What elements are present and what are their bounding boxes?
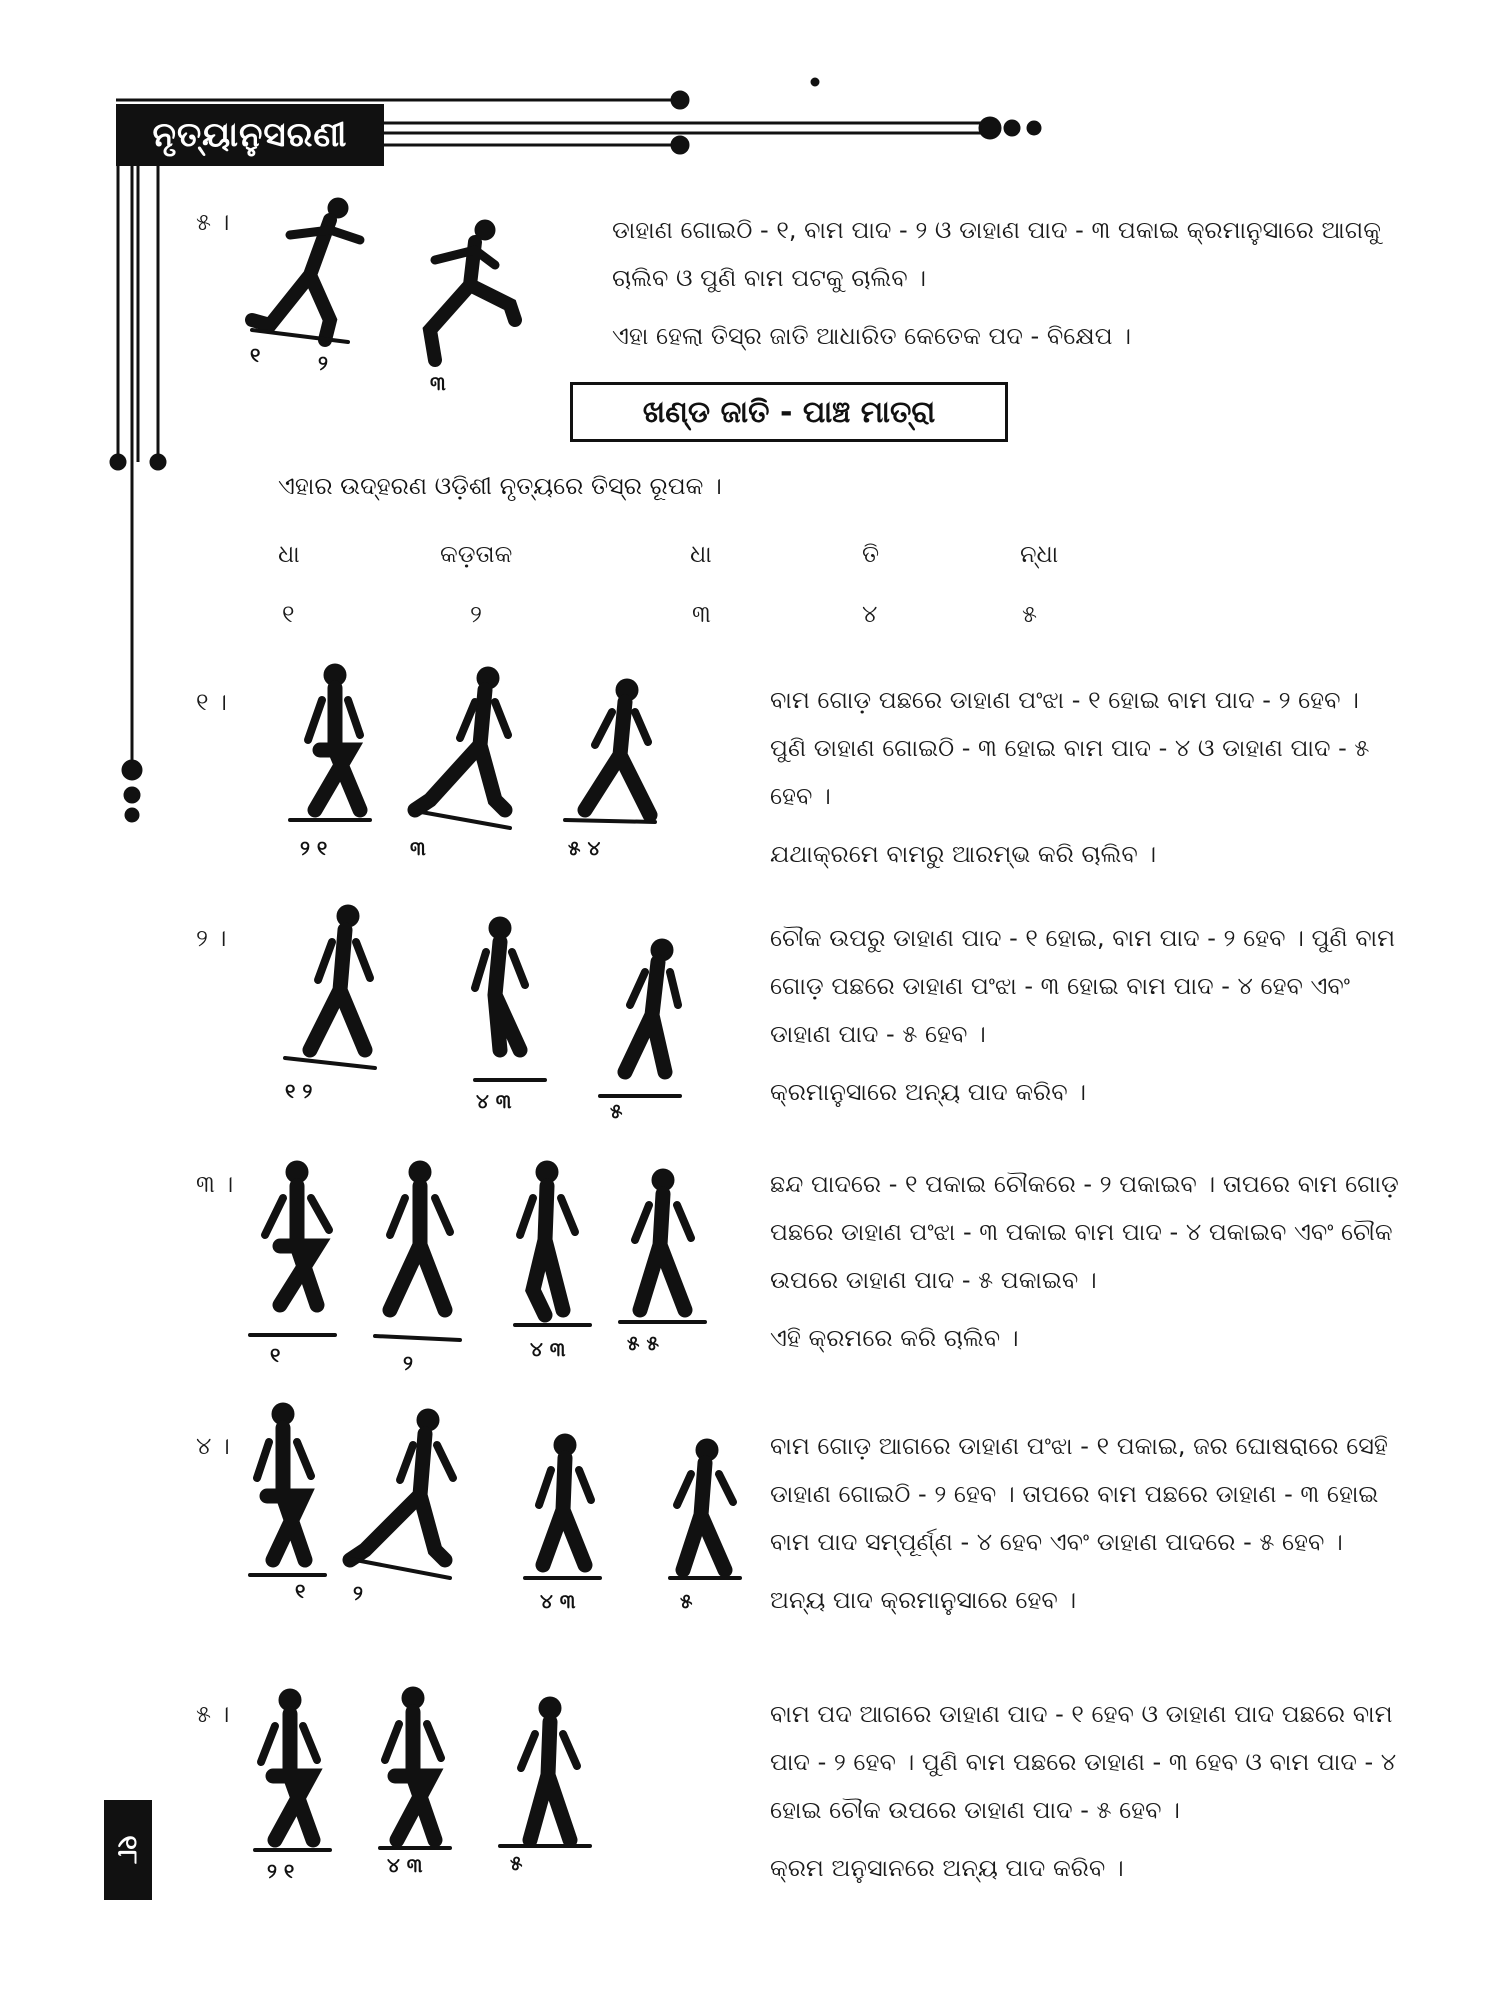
beat-syllable: କଡ଼ତାକ [440, 540, 513, 568]
paragraph: ବାମ ପଦ ଆଗରେ ଡାହାଣ ପାଦ - ୧ ହେବ ଓ ଡାହାଣ ପାଦ ପଛରେ ବାମ ପାଦ - ୨ ହେବ । ପୁଣି ବାମ ପଛରେ ଡାହାଣ - ୩ ହେବ ଓ ବାମ ପାଦ - ୪ ହୋଇ ଚୌକ ଉପରେ ଡାହାଣ ପାଦ - ୫ ହେବ । [770, 1700, 1397, 1824]
fig-label: ୫ ୫ [627, 1331, 659, 1355]
section-5-text [770, 1690, 1402, 1892]
fig-label: ୩ [430, 371, 446, 395]
paragraph: କ୍ରମ ଅନୁସାନରେ ଅନ୍ୟ ପାଦ କରିବ । [770, 1854, 1124, 1882]
paragraph: ଚୌକ ଉପରୁ ଡାହାଣ ପାଦ - ୧ ହୋଇ, ବାମ ପାଦ - ୨ ହେବ । ପୁଣି ବାମ ଗୋଡ଼ ପଛରେ ଡାହାଣ ପଂଝା - ୩ ହୋଇ ବାମ ପାଦ - ୪ ହେବ ଏବଂ ଡାହାଣ ପାଦ - ୫ ହେବ । [770, 924, 1396, 1048]
section-3-figures [245, 1150, 715, 1380]
section-4-text [770, 1422, 1402, 1624]
section-number: ୩ । [196, 1170, 234, 1198]
beat-syllable: ନ୍ଧା [1020, 540, 1059, 568]
fig-label: ୧ [270, 1343, 281, 1367]
paragraph: ବାମ ଗୋଡ଼ ଆଗରେ ଡାହାଣ ପଂଝା - ୧ ପକାଇ, ଜର ଘୋଷରାରେ ସେହି ଡାହାଣ ଗୋଇଠି - ୨ ହେବ । ତାପରେ ବାମ ପଛରେ ଡାହାଣ - ୩ ହୋଇ ବାମ ପାଦ ସମ୍ପୂର୍ଣ୍ଣ - ୪ ହେବ ଏବଂ ଡାହାଣ ପାଦରେ - ୫ ହେବ । [770, 1432, 1388, 1556]
top-section-number: ୫ । [196, 208, 230, 236]
paragraph: ଯଥାକ୍ରମେ ବାମରୁ ଆରମ୍ଭ କରି ଚାଲିବ । [770, 840, 1157, 868]
beat-count: ୪ [862, 600, 878, 628]
section-number: ୨ । [196, 924, 227, 952]
top-section-figures [230, 190, 550, 410]
fig-label: ୨ ୧ [300, 836, 328, 860]
beat-syllable: ଧା [690, 540, 712, 568]
section-2-text [770, 914, 1402, 1116]
section-heading: ଖଣ୍ଡ ଜାତି - ପାଞ୍ଚ ମାତ୍ରା [570, 382, 1008, 442]
fig-label: ୪ ୩ [387, 1853, 423, 1877]
fig-label: ୪ ୩ [540, 1589, 576, 1613]
fig-label: ୫ [610, 1099, 623, 1123]
fig-label: ୪ ୩ [530, 1337, 566, 1361]
section-1-text [770, 676, 1402, 878]
section-5-figures [245, 1680, 625, 1910]
header-title: ନୃତ୍ୟାନୁସରଣୀ [116, 104, 384, 166]
page-number: ୧୮ [104, 1800, 152, 1900]
intro-text: ଏହାର ଉଦ୍‌ହରଣ ଓଡ଼ିଶୀ ନୃତ୍ୟରେ ତିସ୍ର ରୂପକ । [278, 472, 722, 500]
section-number: ୫ । [196, 1700, 230, 1728]
fig-label: ୫ [680, 1589, 693, 1613]
section-number: ୪ । [196, 1432, 230, 1460]
section-number: ୧ । [196, 688, 227, 716]
fig-label: ୩ [410, 836, 426, 860]
fig-label: ୧ [250, 343, 261, 367]
fig-label: ୧ [295, 1579, 306, 1603]
section-2-figures [280, 900, 700, 1123]
section-3-text [770, 1160, 1402, 1362]
top-section-text [612, 206, 1402, 360]
fig-label: ୪ ୩ [476, 1089, 512, 1113]
fig-label: ୨ [353, 1581, 363, 1605]
beat-syllable: ଧା [278, 540, 300, 568]
fig-label: ୫ ୪ [568, 836, 601, 860]
paragraph: ଅନ୍ୟ ପାଦ କ୍ରମାନୁସାରେ ହେବ । [770, 1586, 1077, 1614]
fig-label: ୨ ୧ [267, 1859, 295, 1883]
paragraph: ଛନ୍ଦ ପାଦରେ - ୧ ପକାଇ ଚୌକରେ - ୨ ପକାଇବ । ତାପରେ ବାମ ଗୋଡ଼ ପଛରେ ଡାହାଣ ପଂଝା - ୩ ପକାଇ ବାମ ପାଦ - ୪ ପକାଇବ ଏବଂ ଚୌକ ଉପରେ ଡାହାଣ ପାଦ - ୫ ପକାଇବ । [770, 1170, 1399, 1294]
beat-count: ୨ [470, 600, 482, 628]
beat-count: ୩ [692, 600, 711, 628]
paragraph: ଏହି କ୍ରମରେ କରି ଚାଲିବ । [770, 1324, 1019, 1352]
beat-syllable: ତି [862, 540, 880, 568]
section-1-figures [280, 660, 680, 870]
fig-label: ୧ ୨ [285, 1079, 313, 1103]
paragraph: ବାମ ଗୋଡ଼ ପଛରେ ଡାହାଣ ପଂଝା - ୧ ହୋଇ ବାମ ପାଦ - ୨ ହେବ । ପୁଣି ଡାହାଣ ଗୋଇଠି - ୩ ହୋଇ ବାମ ପାଦ - ୪ ଓ ଡାହାଣ ପାଦ - ୫ ହେବ । [770, 686, 1370, 810]
beat-count: ୫ [1022, 600, 1037, 628]
fig-label: ୫ [510, 1851, 523, 1875]
fig-label: ୨ [318, 351, 328, 375]
section-4-figures [245, 1400, 745, 1630]
paragraph: ଡାହାଣ ଗୋଇଠି - ୧, ବାମ ପାଦ - ୨ ଓ ଡାହାଣ ପାଦ - ୩ ପକାଇ କ୍ରମାନୁସାରେ ଆଗକୁ ଚାଲିବ ଓ ପୁଣି ବାମ ପଟକୁ ଚାଲିବ । [612, 216, 1381, 292]
paragraph: କ୍ରମାନୁସାରେ ଅନ୍ୟ ପାଦ କରିବ । [770, 1078, 1087, 1106]
beat-count: ୧ [282, 600, 295, 628]
fig-label: ୨ [403, 1351, 413, 1375]
paragraph: ଏହା ହେଲା ତିସ୍ର ଜାତି ଆଧାରିତ କେତେକ ପଦ - ବିକ୍ଷେପ । [612, 322, 1131, 350]
